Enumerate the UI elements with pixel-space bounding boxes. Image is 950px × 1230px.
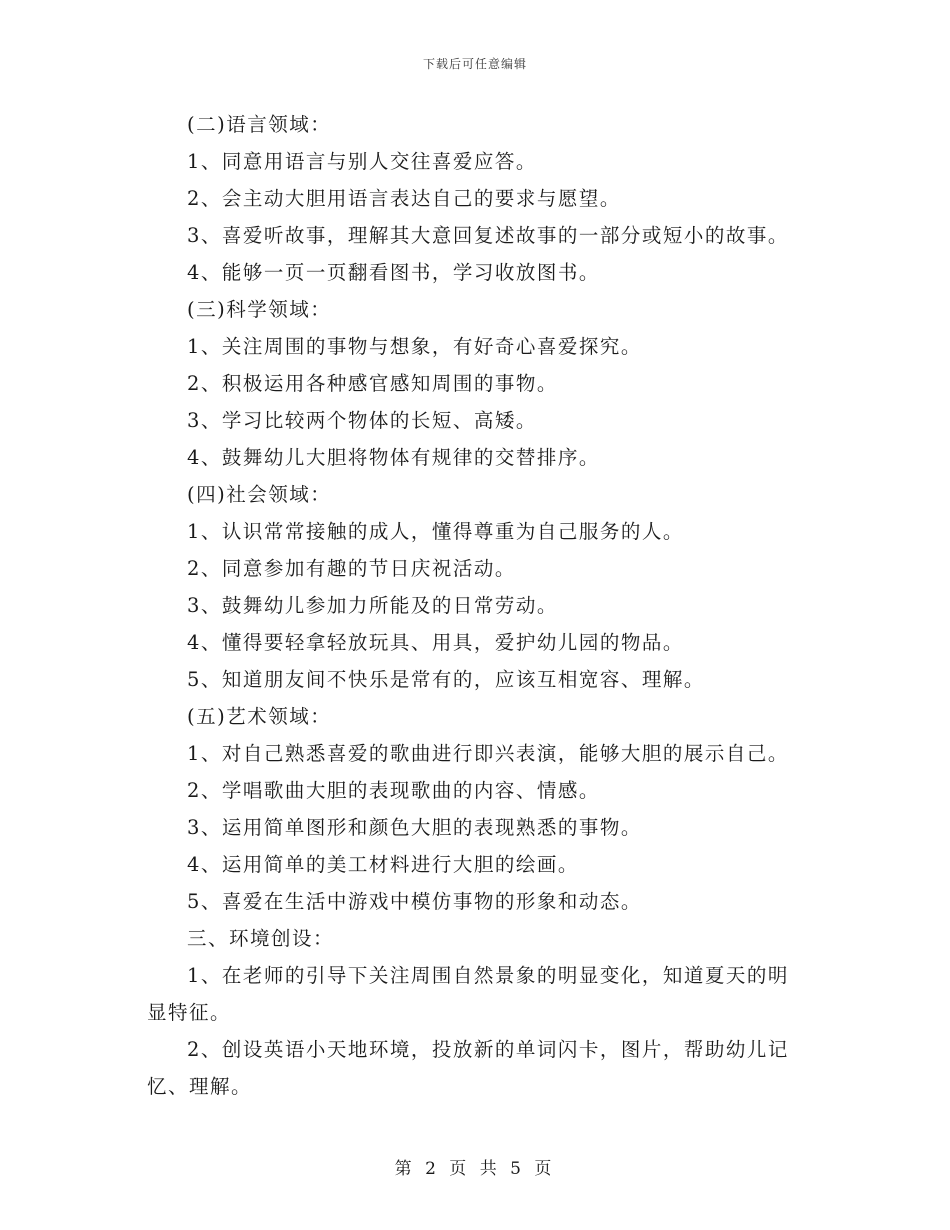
paragraph-line: 1、同意用语言与别人交往喜爱应答。 [187, 150, 537, 173]
paragraph-line: 4、懂得要轻拿轻放玩具、用具，爱护幼儿园的物品。 [187, 631, 684, 654]
paragraph-line: 2、同意参加有趣的节日庆祝活动。 [187, 557, 516, 580]
page-number: 第 2 页 共 5 页 [394, 1159, 556, 1179]
paragraph-line: 4、能够一页一页翻看图书，学习收放图书。 [187, 261, 600, 284]
page-header: 下载后可任意编辑 [422, 57, 527, 71]
paragraph-line: 3、学习比较两个物体的长短、高矮。 [187, 409, 537, 432]
section-heading-society: (四)社会领域： [187, 483, 332, 506]
paragraph-line: 3、鼓舞幼儿参加力所能及的日常劳动。 [187, 594, 558, 617]
paragraph-line: 2、会主动大胆用语言表达自己的要求与愿望。 [187, 187, 621, 210]
paragraph-line: 2、学唱歌曲大胆的表现歌曲的内容、情感。 [187, 779, 600, 802]
paragraph-line: 2、创设英语小天地环境，投放新的单词闪卡，图片，帮助幼儿记 [187, 1038, 789, 1061]
paragraph-line: 1、认识常常接触的成人，懂得尊重为自己服务的人。 [187, 520, 684, 543]
paragraph-line: 1、在老师的引导下关注周围自然景象的明显变化，知道夏天的明 [187, 964, 789, 987]
paragraph-line: 1、关注周围的事物与想象，有好奇心喜爱探究。 [187, 335, 642, 358]
section-heading-environment: 三、环境创设： [187, 927, 335, 950]
section-heading-science: (三)科学领域： [187, 298, 332, 321]
paragraph-line: 5、知道朋友间不快乐是常有的，应该互相宽容、理解。 [187, 668, 705, 691]
paragraph-line-continuation: 忆、理解。 [147, 1075, 253, 1098]
paragraph-line-continuation: 显特征。 [147, 1001, 232, 1024]
paragraph-line: 2、积极运用各种感官感知周围的事物。 [187, 372, 558, 395]
paragraph-line: 5、喜爱在生活中游戏中模仿事物的形象和动态。 [187, 890, 642, 913]
section-heading-art: (五)艺术领域： [187, 705, 332, 728]
paragraph-line: 1、对自己熟悉喜爱的歌曲进行即兴表演，能够大胆的展示自己。 [187, 742, 789, 765]
paragraph-line: 4、运用简单的美工材料进行大胆的绘画。 [187, 853, 579, 876]
paragraph-line: 4、鼓舞幼儿大胆将物体有规律的交替排序。 [187, 446, 600, 469]
paragraph-line: 3、运用简单图形和颜色大胆的表现熟悉的事物。 [187, 816, 642, 839]
paragraph-line: 3、喜爱听故事，理解其大意回复述故事的一部分或短小的故事。 [187, 224, 789, 247]
section-heading-language: (二)语言领域： [187, 113, 332, 136]
